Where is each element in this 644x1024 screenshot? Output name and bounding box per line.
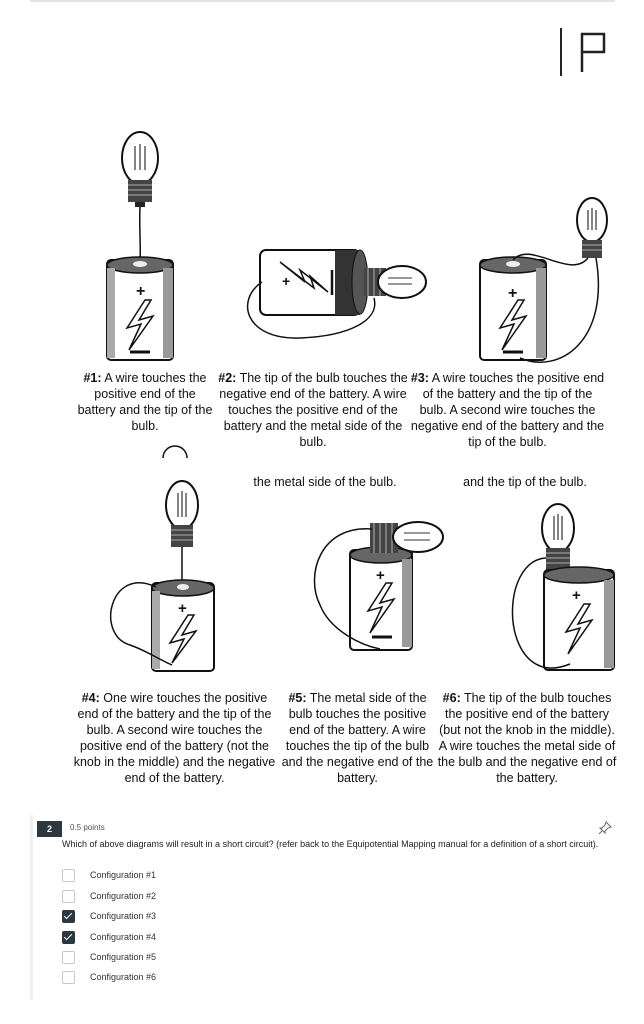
caption-4: #4: One wire touches the positive end of the battery and the tip of the bulb. A second wire touches the positive end of the battery (not the knob in the middle) and the negative end of the battery. — [73, 691, 276, 785]
question-points: 0.5 points — [70, 823, 105, 832]
flag-divider — [560, 28, 562, 76]
top-divider — [30, 0, 615, 2]
question-card — [30, 815, 615, 1000]
partial-bulb-artifact — [160, 440, 190, 460]
option-label-2: Configuration #2 — [90, 891, 157, 901]
caption-1: #1: A wire touches the positive end of the battery and the tip of the bulb. — [77, 371, 213, 433]
pin-icon[interactable] — [598, 821, 612, 835]
checkbox-1[interactable] — [62, 869, 75, 882]
question-text: Which of above diagrams will result in a short circuit? (refer back to the Equipotential Mapping manual for a definition of a short circuit). — [62, 839, 599, 849]
svg-text:+: + — [376, 567, 385, 584]
checkbox-2[interactable] — [62, 890, 75, 903]
question-left-bar — [30, 815, 33, 1000]
svg-text:+: + — [282, 273, 291, 289]
caption-5: #5: The metal side of the bulb touches the positive end of the battery. A wire touches the tip of the bulb and the negative end of the battery. — [281, 691, 434, 785]
flag-icon[interactable] — [580, 32, 606, 72]
svg-text:+: + — [572, 587, 581, 604]
caption-6: #6: The tip of the bulb touches the positive end of the battery (but not the knob in the middle). A wire touches the metal side of the bulb and the negative end of the battery. — [437, 691, 617, 785]
option-label-4: Configuration #4 — [90, 932, 157, 942]
checkbox-3[interactable] — [62, 910, 75, 923]
option-label-3: Configuration #3 — [90, 911, 157, 921]
flag-area — [560, 28, 610, 78]
option-label-5: Configuration #5 — [90, 952, 157, 962]
question-number: 2 — [37, 821, 62, 837]
diagram-5 — [300, 515, 450, 675]
svg-text:+: + — [178, 600, 187, 617]
ghost-caption-3: and the tip of the bulb. — [463, 475, 587, 489]
svg-text:+: + — [136, 283, 146, 300]
checkbox-6[interactable] — [62, 971, 75, 984]
diagram-3 — [470, 190, 620, 370]
ghost-caption-2: the metal side of the bulb. — [253, 475, 397, 489]
diagram-6 — [500, 500, 620, 680]
diagram-1 — [95, 128, 205, 368]
option-label-1: Configuration #1 — [90, 870, 157, 880]
svg-text:+: + — [508, 285, 518, 302]
checkbox-4[interactable] — [62, 931, 75, 944]
diagram-4 — [100, 475, 230, 675]
checkbox-5[interactable] — [62, 951, 75, 964]
option-label-6: Configuration #6 — [90, 972, 157, 982]
caption-2: #2: The tip of the bulb touches the negative end of the battery. A wire touches the positive end of the battery and the metal side of the bulb. — [218, 371, 408, 449]
caption-3: #3: A wire touches the positive end of the battery and the tip of the bulb. A second wire touches the negative end of the battery and the tip of the bulb. — [410, 371, 605, 449]
diagram-2 — [240, 240, 430, 350]
